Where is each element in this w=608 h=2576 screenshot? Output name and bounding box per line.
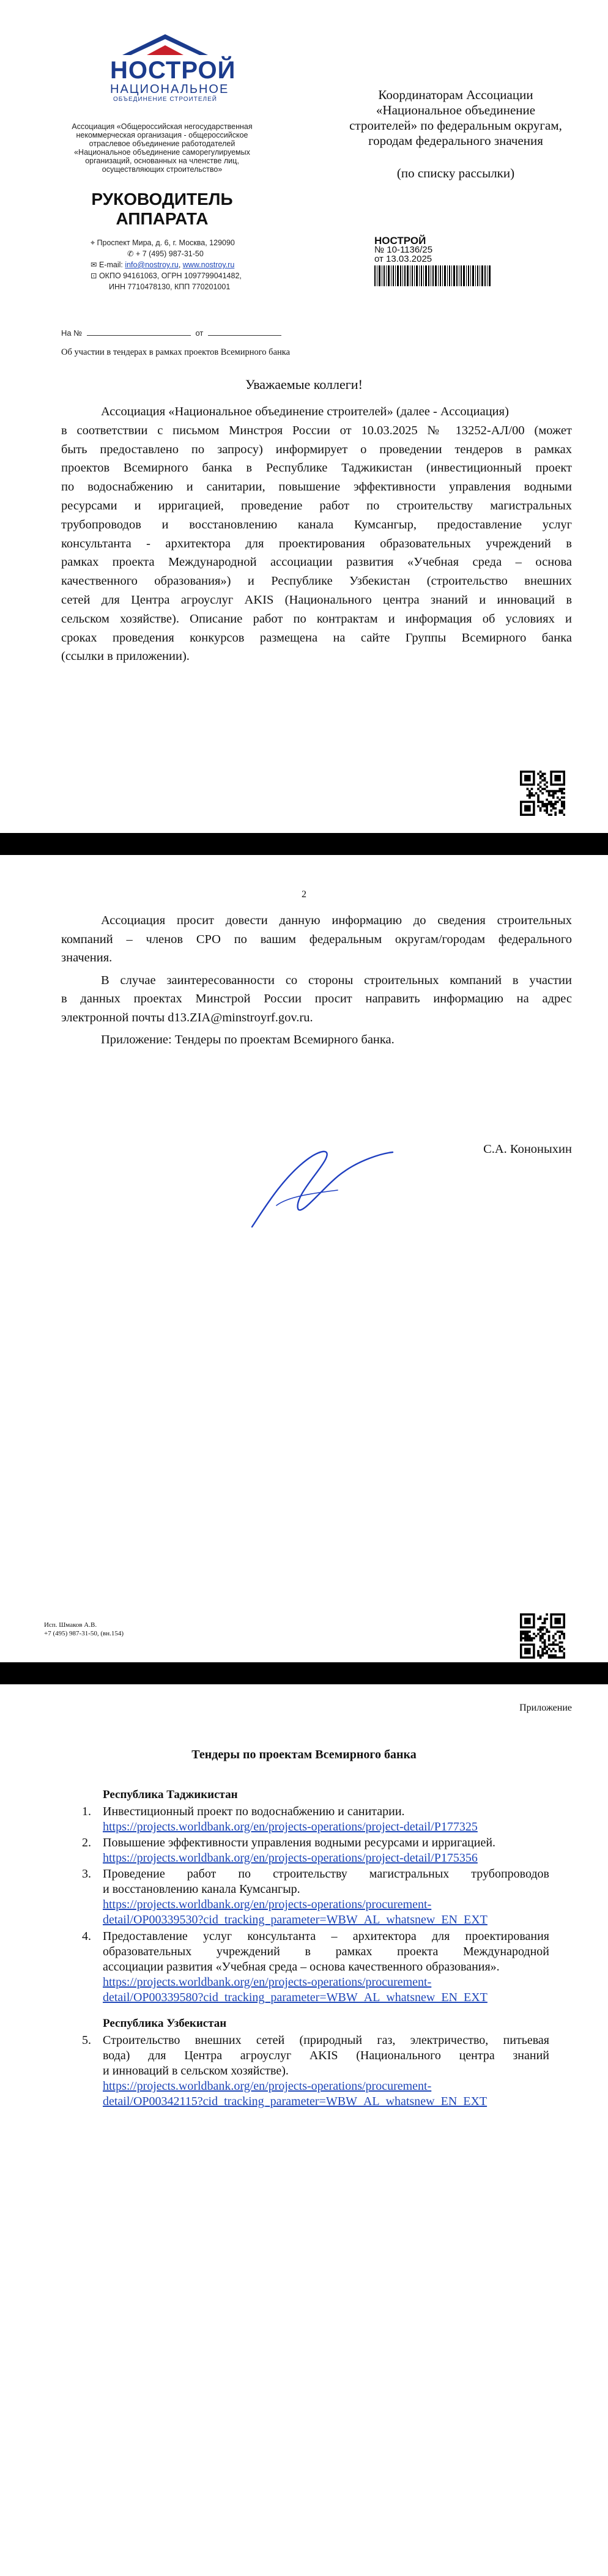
page-separator <box>0 833 608 855</box>
country-tajikistan: Республика Таджикистан <box>103 1788 238 1801</box>
item-number: 2. <box>82 1836 91 1849</box>
item-link[interactable]: https://projects.worldbank.org/en/projects-operations/project-detail/P177325 <box>103 1820 478 1834</box>
item-text: ассоциации развития «Учебная среда – основа качественного образования». <box>103 1960 500 1974</box>
contact-address: ⌖ Проспект Мира, д. 6, г. Москва, 129090 <box>91 239 235 247</box>
item-text: Предоставление услуг консультанта – архитектора для проектирования <box>103 1930 549 1943</box>
org-description <box>58 122 266 174</box>
letter-page-2 <box>0 855 608 1662</box>
item-link[interactable]: https://projects.worldbank.org/en/projects-operations/procurement- <box>103 2079 432 2093</box>
body-line: ресурсами и ирригацией, проведение работ по строительству магистральных <box>61 498 572 513</box>
item-link[interactable]: https://projects.worldbank.org/en/projects-operations/project-detail/P175356 <box>103 1851 478 1865</box>
ref-from-label: от <box>195 328 204 338</box>
signature-icon <box>240 1135 399 1239</box>
body-line: электронной почты d13.ZIA@minstroyrf.gov.ru. <box>61 1010 313 1024</box>
signer-name: С.А. Кононыхин <box>483 1142 572 1156</box>
org-desc-line: осуществляющих строительство» <box>102 165 223 174</box>
item-number: 4. <box>82 1930 91 1943</box>
contact-phone: ✆ + 7 (495) 987-31-50 <box>127 250 204 258</box>
appendix-title: Тендеры по проектам Всемирного банка <box>191 1748 417 1761</box>
phone-text: + 7 (495) 987-31-50 <box>135 250 204 258</box>
org-desc-line: «Национальное объединение саморегулируемых <box>74 148 250 157</box>
body-line: В случае заинтересованности со стороны строительных компаний в участии <box>101 973 572 987</box>
logo-sub: НАЦИОНАЛЬНОЕ <box>110 83 229 96</box>
office-title <box>58 190 266 229</box>
greeting: Уважаемые коллеги! <box>245 377 363 392</box>
letter-subject: Об участии в тендерах в рамках проектов Всемирного банка <box>61 347 291 357</box>
qr-code-icon <box>520 771 565 816</box>
body-line: Ассоциация просит довести данную информацию до сведения строительных <box>101 914 572 927</box>
item-link[interactable]: https://projects.worldbank.org/en/projects-operations/procurement- <box>103 1898 432 1911</box>
body-line: быть предоставлено по запросу) информирует о проведении тендеров в рамках <box>61 442 572 456</box>
registration-stamp <box>374 236 497 288</box>
email-link[interactable]: info@nostroy.ru <box>125 261 179 269</box>
page-number: 2 <box>302 889 306 900</box>
item-text: вода) для Центра агроуслуг AKIS (Национального центра знаний <box>103 2049 549 2062</box>
tender-item <box>103 1929 549 2005</box>
nostroy-logo <box>110 32 236 105</box>
logo-brand: НОСТРОЙ <box>110 57 236 84</box>
office-title-line: РУКОВОДИТЕЛЬ <box>91 190 233 209</box>
item-number: 5. <box>82 2034 91 2047</box>
item-link[interactable]: detail/OP00342115?cid_tracking_parameter=WBW_AL_whatsnew_EN_EXT <box>103 2095 488 2108</box>
item-text: образовательных учреждений в рамках проекта Международной <box>103 1945 549 1958</box>
appendix-label: Приложение <box>519 1703 572 1713</box>
item-link[interactable]: detail/OP00339580?cid_tracking_parameter=WBW_AL_whatsnew_EN_EXT <box>103 1991 488 2004</box>
body-line: Ассоциация «Национальное объединение строителей» (далее - Ассоциация) <box>101 405 509 418</box>
body-line: Приложение: Тендеры по проектам Всемирного банка. <box>101 1033 395 1046</box>
org-desc-line: организаций, основанных на членстве лиц, <box>85 157 239 165</box>
item-link[interactable]: detail/OP00339530?cid_tracking_parameter=WBW_AL_whatsnew_EN_EXT <box>103 1913 488 1926</box>
page-separator <box>0 1662 608 1684</box>
item-text: и восстановлению канала Кумсангыр. <box>103 1882 300 1896</box>
page2-body <box>61 911 572 1049</box>
ref-no-label: На № <box>61 328 83 338</box>
item-text: Проведение работ по строительству магистральных трубопроводов <box>103 1867 549 1881</box>
body-line: сроках проведения конкурсов размещена на сайте Группы Всемирного банка <box>61 631 572 645</box>
org-desc-line: отраслевое объединение работодателей <box>89 139 235 148</box>
appendix-page <box>0 1684 608 2576</box>
email-label: E-mail: <box>98 261 125 269</box>
item-text: Строительство внешних сетей (природный газ, электричество, питьевая <box>103 2034 549 2047</box>
contact-inn <box>91 281 274 292</box>
body-line: сетей для Центра агроуслуг AKIS (Национального центра знаний и инноваций в <box>61 593 572 607</box>
contact-okpo: ⊡ ОКПО 94161063, ОГРН 1097799041482, <box>91 272 242 280</box>
item-text: Инвестиционный проект по водоснабжению и санитарии. <box>103 1805 405 1818</box>
contact-email: ✉ E-mail: info@nostroy.ru, www.nostroy.ru <box>91 261 235 269</box>
body-line: значения. <box>61 951 113 964</box>
letter-body <box>61 402 572 666</box>
body-line: трубопроводов и восстановлению канала Кумсангыр, предоставление услуг <box>61 517 572 531</box>
okpo-text: ОКПО 94161063, ОГРН 1097799041482, <box>98 272 242 280</box>
inn-text: ИНН 7710478130, КПП 770201001 <box>109 283 231 291</box>
body-line: в соответствии с письмом Минстроя России от 10.03.2025 № 13252-АЛ/00 (может <box>61 423 572 437</box>
executor-name: Исп. Шмаков А.В. <box>44 1621 97 1629</box>
org-desc-line: Ассоциация «Общероссийская негосударственная <box>72 122 253 131</box>
site-link[interactable]: www.nostroy.ru <box>182 261 235 269</box>
body-line: в данных проектах Минстрой России просит направить информацию на адрес <box>61 992 572 1005</box>
addressee-line: Координаторам Ассоциации <box>378 87 533 102</box>
mailing-note: (по списку рассылки) <box>396 166 515 180</box>
logo-sub2: ОБЪЕДИНЕНИЕ СТРОИТЕЛЕЙ <box>113 96 217 103</box>
stamp-date: от 13.03.2025 <box>374 254 432 264</box>
contacts-block <box>91 237 274 292</box>
tender-item <box>103 1867 549 1928</box>
addressee-line: «Национальное объединение <box>376 103 536 117</box>
reference-line <box>61 328 318 338</box>
executor-phone: +7 (495) 987-31-50, (вн.154) <box>44 1630 124 1637</box>
body-line: консультанта - архитектора для проектирования образовательных учреждений в <box>61 536 572 550</box>
body-line: рамках проекта Международной ассоциации развития «Учебная среда – основа <box>61 555 572 569</box>
tender-item <box>103 1804 549 1835</box>
org-desc-line: некоммерческая организация - общероссийское <box>76 131 248 139</box>
tender-item <box>103 2033 549 2109</box>
body-line: по водоснабжению и санитарии, повышение эффективности управления водными <box>61 480 572 494</box>
body-line: компаний – членов СРО по вашим федеральным округам/городам федерального <box>61 932 572 946</box>
letter-page-1 <box>0 0 608 833</box>
logo-roof-icon <box>110 32 220 56</box>
item-text: и инноваций в сельском хозяйстве). <box>103 2064 289 2078</box>
tender-item <box>103 1835 549 1866</box>
body-line: сельском хозяйстве). Описание работ по контрактам и информация об условиях и <box>61 612 572 626</box>
office-title-line: АППАРАТА <box>116 209 209 228</box>
body-line: (ссылки в приложении). <box>61 650 190 664</box>
executor-info <box>44 1621 124 1638</box>
item-link[interactable]: https://projects.worldbank.org/en/projects-operations/procurement- <box>103 1975 432 1989</box>
address-text: Проспект Мира, д. 6, г. Москва, 129090 <box>97 239 235 247</box>
stamp-brand: НОСТРОЙ <box>374 235 426 246</box>
barcode-icon <box>374 265 491 286</box>
addressee-line: строителей» по федеральным округам, <box>349 118 562 133</box>
addressee-line: городам федерального значения <box>368 133 543 148</box>
item-number: 3. <box>82 1867 91 1881</box>
stamp-number: № 10-1136/25 <box>374 245 433 255</box>
country-uzbekistan: Республика Узбекистан <box>103 2017 227 2030</box>
item-text: Повышение эффективности управления водными ресурсами и ирригацией. <box>103 1836 496 1849</box>
addressee-block <box>339 87 572 181</box>
body-line: проектов Всемирного банка в Республике Таджикистан (инвестиционный проект <box>61 461 572 475</box>
body-line: качественного образования») и Республике Узбекистан (строительство внешних <box>61 574 572 588</box>
item-number: 1. <box>82 1805 91 1818</box>
qr-code-icon <box>520 1613 565 1659</box>
